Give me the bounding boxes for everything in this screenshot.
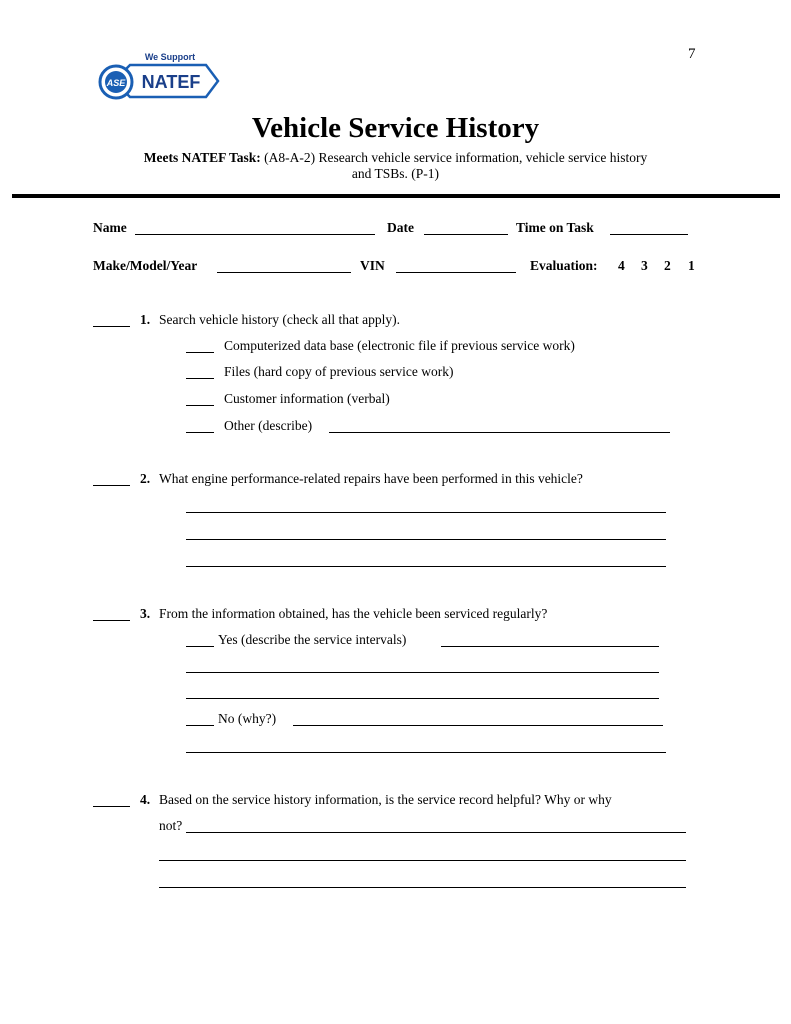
q2-answer-line[interactable] [186, 539, 666, 540]
evaluation-score-4[interactable]: 4 [618, 258, 625, 273]
page-title: Vehicle Service History [251, 112, 540, 144]
q1-option-blank[interactable] [186, 405, 214, 406]
q1-option-other: Other (describe) [224, 418, 313, 433]
q2-answer-line[interactable] [186, 512, 666, 513]
q2-text: What engine performance-related repairs have been performed in this vehicle? [159, 471, 583, 486]
we-support-text: We Support [144, 52, 196, 62]
task-label: Meets NATEF Task: [143, 150, 261, 165]
q1-option-blank[interactable] [186, 378, 214, 379]
q3-no-answer-line[interactable] [293, 725, 663, 726]
name-field[interactable] [135, 234, 375, 235]
natef-logo-text: NATEF [141, 72, 201, 92]
page-number: 7 [688, 46, 696, 62]
vin-label: VIN [360, 258, 385, 273]
date-label: Date [387, 220, 414, 235]
time-on-task-label: Time on Task [516, 220, 594, 235]
q3-no-label: No (why?) [218, 711, 277, 726]
evaluation-score-3[interactable]: 3 [641, 258, 648, 273]
evaluation-score-2[interactable]: 2 [664, 258, 671, 273]
q4-check-blank[interactable] [93, 806, 130, 807]
q1-text: Search vehicle history (check all that apply). [159, 312, 401, 327]
q4-text-continued: not? [159, 818, 183, 833]
evaluation-score-1[interactable]: 1 [688, 258, 695, 273]
task-line-2: and TSBs. (P-1) [351, 166, 440, 181]
task-description [0, 150, 791, 166]
q2-check-blank[interactable] [93, 485, 130, 486]
q1-option-blank[interactable] [186, 352, 214, 353]
q3-yes-answer-line[interactable] [441, 646, 659, 647]
q4-text: Based on the service history information, is the service record helpful? Why or why [159, 792, 612, 807]
task-line-1: (A8-A-2) Research vehicle service information, vehicle service history [264, 150, 648, 165]
natef-logo [94, 45, 222, 107]
q4-answer-line[interactable] [186, 832, 686, 833]
name-label: Name [93, 220, 127, 235]
q4-answer-line[interactable] [159, 887, 686, 888]
q3-no-answer-line[interactable] [186, 752, 666, 753]
q3-check-blank[interactable] [93, 620, 130, 621]
natef-logo-graphic [94, 45, 222, 107]
q3-number: 3. [140, 606, 151, 621]
ase-logo-text: ASE [106, 78, 126, 88]
vin-field[interactable] [396, 272, 516, 273]
q1-option-customer: Customer information (verbal) [224, 391, 390, 406]
q1-other-answer-line[interactable] [329, 432, 670, 433]
q2-answer-line[interactable] [186, 566, 666, 567]
evaluation-label: Evaluation: [530, 258, 598, 273]
q1-option-computerized: Computerized data base (electronic file if previous service work) [224, 338, 575, 353]
q3-yes-label: Yes (describe the service intervals) [218, 632, 407, 647]
header-rule [12, 194, 780, 198]
q3-no-blank[interactable] [186, 725, 214, 726]
q3-yes-blank[interactable] [186, 646, 214, 647]
make-model-year-label: Make/Model/Year [93, 258, 198, 273]
date-field[interactable] [424, 234, 508, 235]
q4-answer-line[interactable] [159, 860, 686, 861]
make-model-year-field[interactable] [217, 272, 351, 273]
q3-text: From the information obtained, has the vehicle been serviced regularly? [159, 606, 548, 621]
q3-yes-answer-line[interactable] [186, 698, 659, 699]
q1-option-blank[interactable] [186, 432, 214, 433]
q2-number: 2. [140, 471, 151, 486]
q1-number: 1. [140, 312, 151, 327]
q1-option-files: Files (hard copy of previous service work) [224, 364, 454, 379]
time-on-task-field[interactable] [610, 234, 688, 235]
q4-number: 4. [140, 792, 151, 807]
q1-check-blank[interactable] [93, 326, 130, 327]
q3-yes-answer-line[interactable] [186, 672, 659, 673]
